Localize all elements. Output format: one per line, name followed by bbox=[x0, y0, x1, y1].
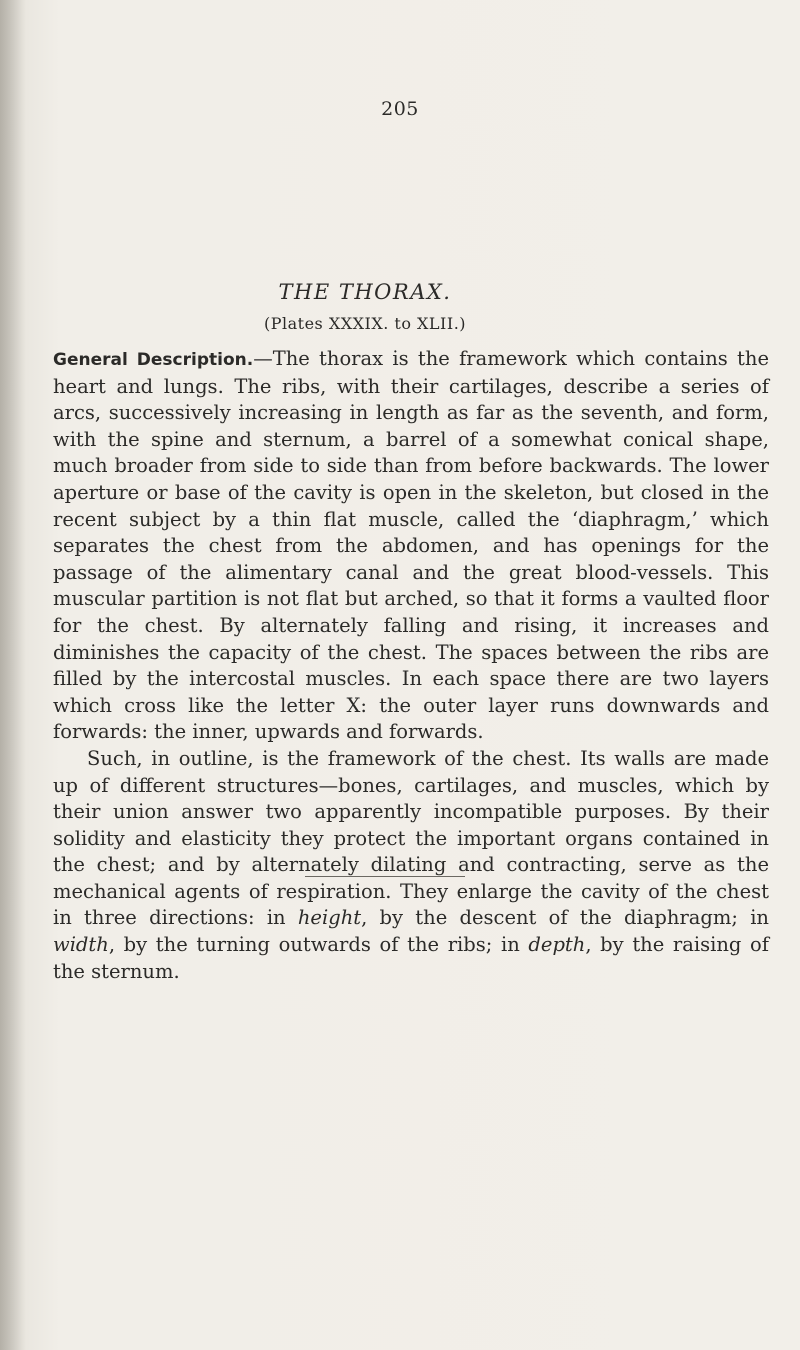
paragraph-text: , by the raising of the sternum. bbox=[53, 933, 769, 983]
lead-dash: — bbox=[253, 347, 273, 370]
paragraph-text: , by the descent of the diaphragm; in bbox=[361, 906, 769, 930]
paragraph-general-description bbox=[53, 346, 769, 746]
paragraph-text: Such, in outline, is the framework of the chest. Its walls are made up of different structures—bones, cartilages, and muscles, which by their union answer two apparently incompatible purposes. By their solidity and elasticity they protect the important organs contained in the chest; and by alternately dilating and contracting, serve as the mechanical agents of respiration. They enlarge the cavity of the chest in three directions: in bbox=[53, 746, 769, 930]
body-text bbox=[53, 346, 769, 985]
emphasis-height: height bbox=[297, 906, 362, 930]
page-number: 205 bbox=[381, 98, 419, 120]
section-divider-rule bbox=[305, 876, 465, 877]
plates-reference: (Plates XXXIX. to XLII.) bbox=[263, 314, 467, 333]
emphasis-width: width bbox=[53, 933, 109, 957]
chapter-title: THE THORAX. bbox=[278, 280, 452, 304]
paragraph-text: , by the turning outwards of the ribs; in bbox=[108, 933, 529, 957]
spine-shadow bbox=[0, 0, 26, 1350]
emphasis-depth: depth bbox=[528, 933, 586, 957]
paragraph-text: The thorax is the framework which contains the heart and lungs. The ribs, with their cartilages, describe a series of arcs, successively increasing in length as far as the seventh, and form, with the spine and sternum, a barrel of a somewhat conical shape, much broader from side to side than from before backwards. The lower aperture or base of the cavity is open in the skeleton, but closed in the recent subject by a thin flat muscle, called the ‘diaphragm,’ which separates the chest from the abdomen, and has openings for the passage of the alimentary canal and the great blood-vessels. This muscular partition is not flat but arched, so that it forms a vaulted floor for the chest. By alternately falling and rising, it increases and diminishes the capacity of the chest. The spaces between the ribs are filled by the intercostal muscles. In each space there are two layers which cross like the letter X: the outer layer runs downwards and forwards: the inner, upwards and forwards. bbox=[53, 347, 769, 744]
section-lead-heading: General Description. bbox=[53, 350, 254, 370]
paragraph-outline bbox=[53, 746, 769, 985]
